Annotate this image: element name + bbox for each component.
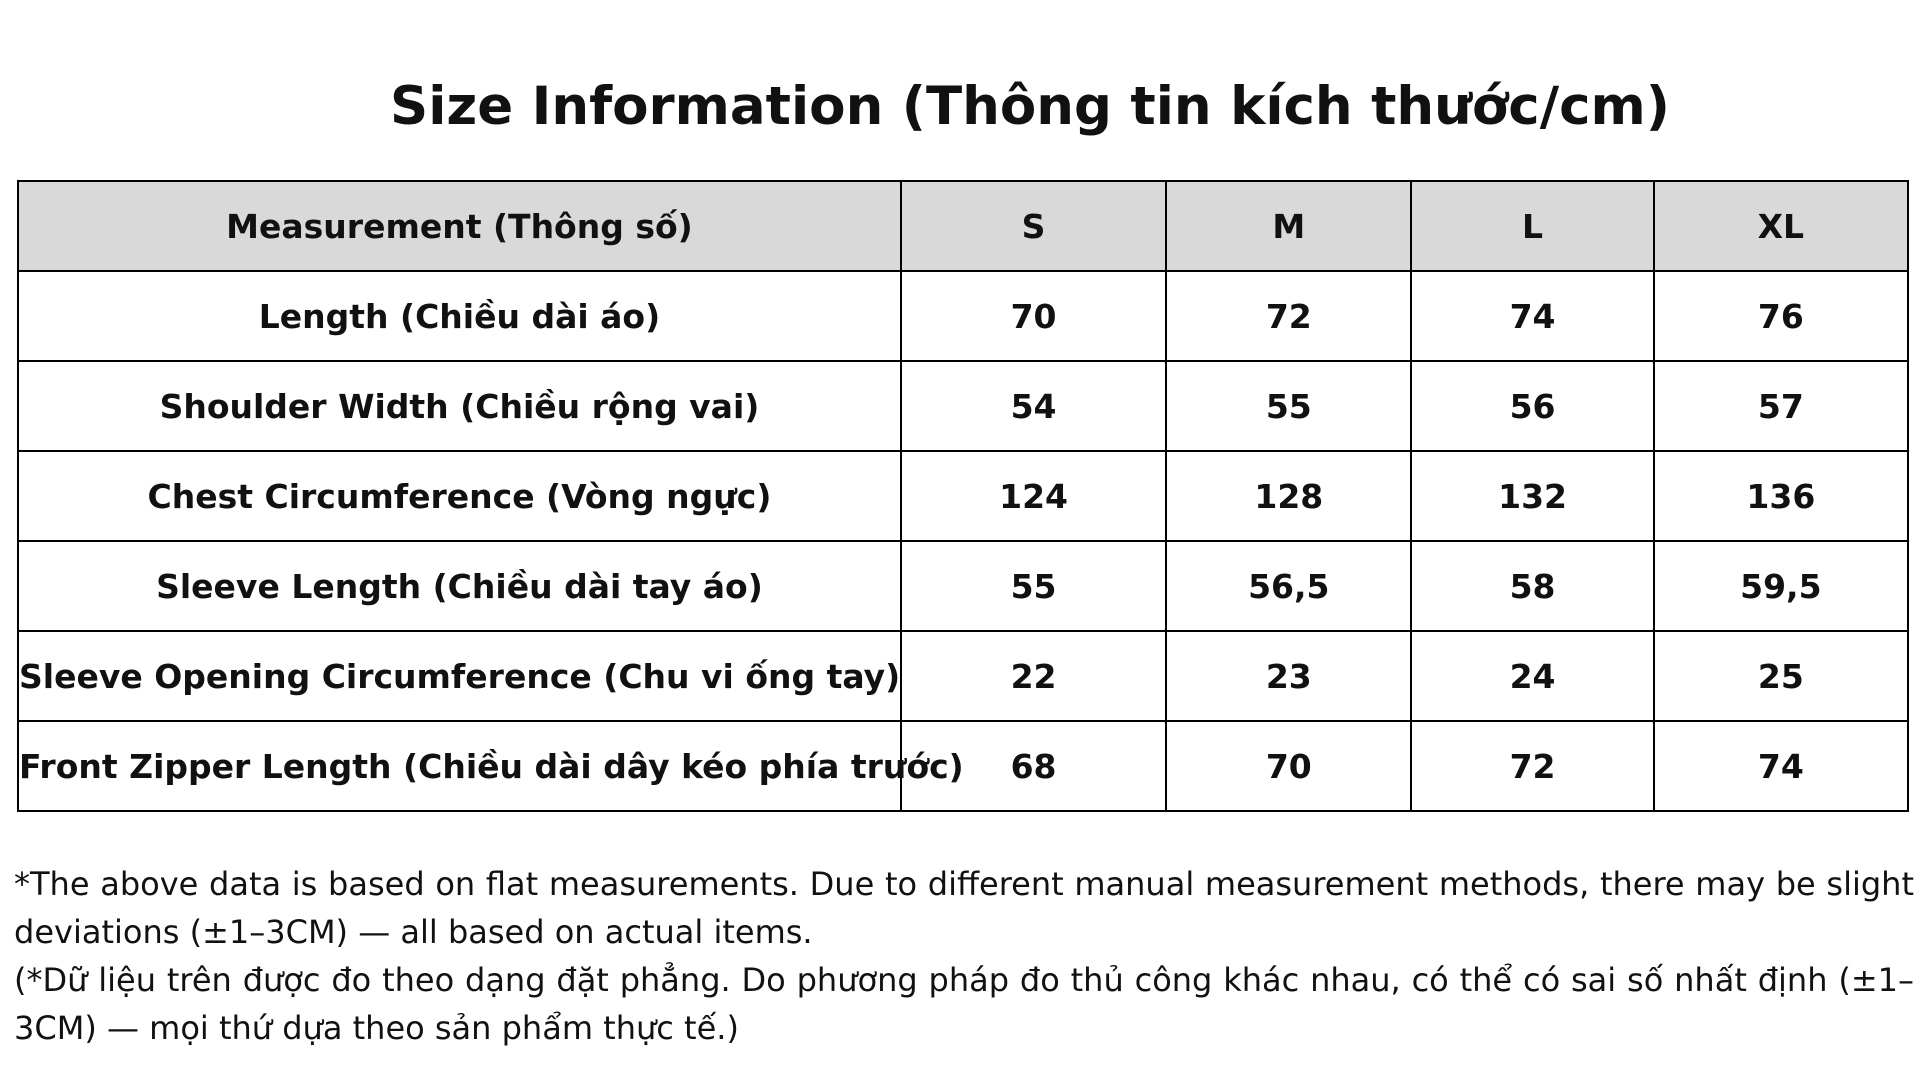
header-size-l: L xyxy=(1411,181,1653,271)
value-l: 56 xyxy=(1411,361,1653,451)
value-m: 23 xyxy=(1166,631,1411,721)
value-xl: 76 xyxy=(1654,271,1908,361)
note-english: *The above data is based on flat measurements. Due to different manual measurement methods, there may be slight deviations (±1–3CM) — all based on actual items. xyxy=(14,865,1914,951)
header-size-s: S xyxy=(901,181,1166,271)
value-m: 128 xyxy=(1166,451,1411,541)
value-l: 72 xyxy=(1411,721,1653,811)
value-xl: 57 xyxy=(1654,361,1908,451)
value-xl: 59,5 xyxy=(1654,541,1908,631)
measurement-notes xyxy=(14,860,1914,1052)
value-s: 54 xyxy=(901,361,1166,451)
size-chart-table xyxy=(17,180,1909,812)
value-s: 68 xyxy=(901,721,1166,811)
value-m: 55 xyxy=(1166,361,1411,451)
table-row xyxy=(18,721,1908,811)
table-row xyxy=(18,451,1908,541)
table-row xyxy=(18,541,1908,631)
value-xl: 25 xyxy=(1654,631,1908,721)
value-m: 56,5 xyxy=(1166,541,1411,631)
header-size-xl: XL xyxy=(1654,181,1908,271)
value-l: 58 xyxy=(1411,541,1653,631)
value-s: 124 xyxy=(901,451,1166,541)
table-row xyxy=(18,271,1908,361)
measurement-label: Sleeve Opening Circumference (Chu vi ống tay) xyxy=(18,631,901,721)
table-row xyxy=(18,631,1908,721)
value-l: 132 xyxy=(1411,451,1653,541)
value-s: 22 xyxy=(901,631,1166,721)
page-title: Size Information (Thông tin kích thước/cm) xyxy=(390,75,1670,137)
measurement-label: Chest Circumference (Vòng ngực) xyxy=(18,451,901,541)
header-size-m: M xyxy=(1166,181,1411,271)
table-row xyxy=(18,361,1908,451)
measurement-label: Sleeve Length (Chiều dài tay áo) xyxy=(18,541,901,631)
note-vietnamese: (*Dữ liệu trên được đo theo dạng đặt phẳng. Do phương pháp đo thủ công khác nhau, có thể có sai số nhất định (±1–3CM) — mọi thứ dựa theo sản phẩm thực tế.) xyxy=(14,961,1914,1047)
header-measurement: Measurement (Thông số) xyxy=(18,181,901,271)
value-xl: 136 xyxy=(1654,451,1908,541)
measurement-label: Front Zipper Length (Chiều dài dây kéo phía trước) xyxy=(18,721,901,811)
value-l: 24 xyxy=(1411,631,1653,721)
value-s: 55 xyxy=(901,541,1166,631)
value-s: 70 xyxy=(901,271,1166,361)
value-m: 70 xyxy=(1166,721,1411,811)
value-m: 72 xyxy=(1166,271,1411,361)
measurement-label: Length (Chiều dài áo) xyxy=(18,271,901,361)
value-l: 74 xyxy=(1411,271,1653,361)
measurement-label: Shoulder Width (Chiều rộng vai) xyxy=(18,361,901,451)
table-header-row xyxy=(18,181,1908,271)
value-xl: 74 xyxy=(1654,721,1908,811)
